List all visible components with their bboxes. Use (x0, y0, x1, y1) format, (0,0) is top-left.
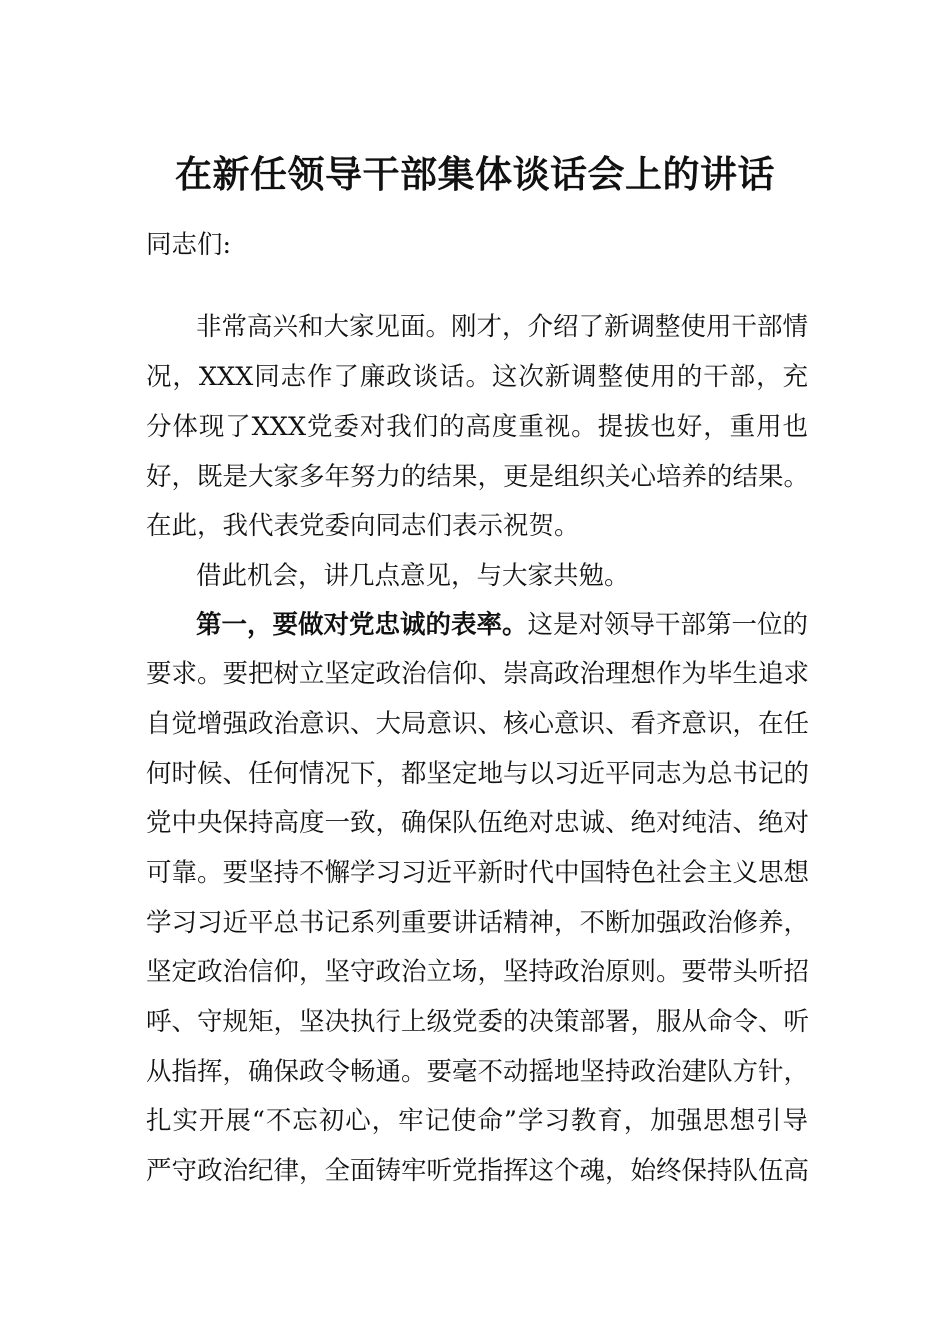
paragraph-3-line-1-text: 这是对领导干部第一位的 (527, 610, 809, 640)
paragraph-1-line-4: 好，既是大家多年努力的结果，更是组织关心培养的结果。 (146, 462, 810, 492)
paragraph-3-line-3: 自觉增强政治意识、大局意识、核心意识、看齐意识，在任 (146, 709, 810, 739)
paragraph-3-line-9: 呼、守规矩，坚决执行上级党委的决策部署，服从命令、听 (146, 1007, 810, 1037)
salutation: 同志们: (146, 230, 232, 260)
paragraph-3-line-12: 严守政治纪律，全面铸牢听党指挥这个魂，始终保持队伍高 (146, 1156, 810, 1186)
paragraph-2-line-1: 借此机会，讲几点意见，与大家共勉。 (196, 561, 630, 591)
paragraph-1-line-5: 在此，我代表党委向同志们表示祝贺。 (146, 511, 580, 541)
section-heading: 第一，要做对党忠诚的表率。 (196, 610, 528, 640)
paragraph-3-line-11: 扎实开展“不忘初心，牢记使命”学习教育，加强思想引导 (146, 1106, 808, 1136)
paragraph-1-line-1: 非常高兴和大家见面。刚才，介绍了新调整使用干部情 (196, 312, 809, 342)
document-title: 在新任领导干部集体谈话会上的讲话 (175, 152, 775, 196)
paragraph-3-line-2: 要求。要把树立坚定政治信仰、崇高政治理想作为毕生追求 (146, 659, 810, 689)
paragraph-1-line-3: 分体现了XXX党委对我们的高度重视。提拔也好，重用也 (146, 412, 808, 442)
paragraph-3-line-1 (196, 610, 808, 640)
paragraph-3-line-5: 党中央保持高度一致，确保队伍绝对忠诚、绝对纯洁、绝对 (146, 808, 810, 838)
paragraph-3-line-6: 可靠。要坚持不懈学习习近平新时代中国特色社会主义思想 (146, 858, 810, 888)
paragraph-3-line-10: 从指挥，确保政令畅通。要毫不动摇地坚持政治建队方针， (146, 1057, 810, 1087)
paragraph-3-line-7: 学习习近平总书记系列重要讲话精神，不断加强政治修养， (146, 908, 810, 938)
paragraph-1-line-2: 况，XXX同志作了廉政谈话。这次新调整使用的干部，充 (146, 362, 808, 392)
paragraph-3-line-8: 坚定政治信仰，坚守政治立场，坚持政治原则。要带头听招 (146, 957, 810, 987)
paragraph-3-line-4: 何时候、任何情况下，都坚定地与以习近平同志为总书记的 (146, 759, 810, 789)
